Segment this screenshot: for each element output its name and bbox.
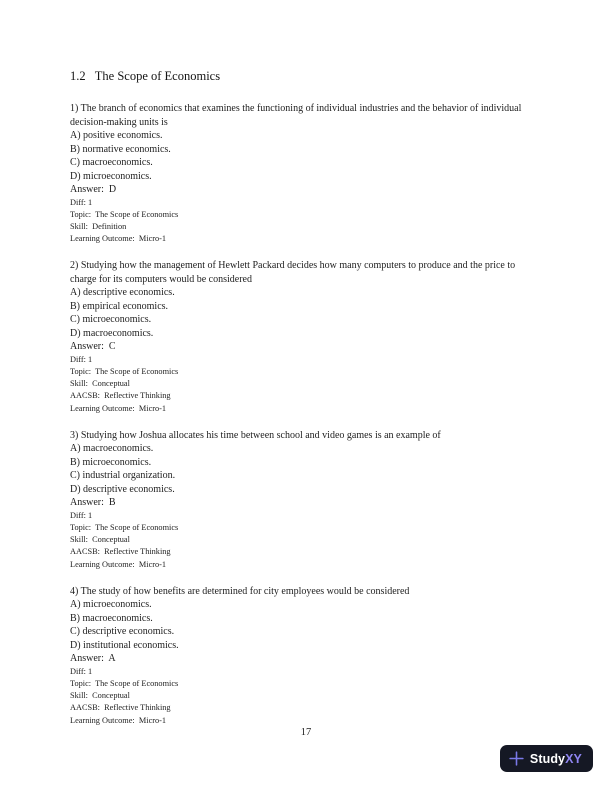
topic-line: Topic: The Scope of Economics: [70, 523, 179, 533]
question-block-1: [70, 102, 541, 245]
question-block-4: [70, 585, 541, 727]
question-stem: 3) Studying how Joshua allocates his time between school and video games is an example of: [70, 429, 441, 441]
logo-text: [530, 752, 582, 766]
answer-line: Answer: D: [70, 184, 117, 195]
answer-option-d: D) microeconomics.: [70, 170, 152, 182]
answer-option-a: A) descriptive economics.: [70, 287, 175, 299]
skill-line: Skill: Conceptual: [70, 691, 130, 701]
skill-line: Skill: Conceptual: [70, 535, 130, 545]
answer-line: Answer: C: [70, 341, 116, 353]
studyxy-logo-badge: [500, 745, 593, 772]
learning-outcome-line: Learning Outcome: Micro-1: [70, 559, 167, 569]
answer-option-c: C) macroeconomics.: [70, 157, 153, 168]
answer-option-a: A) microeconomics.: [70, 599, 152, 611]
diff-line: Diff: 1: [70, 510, 93, 520]
question-block-3: [70, 429, 541, 571]
answer-option-d: D) institutional economics.: [70, 639, 179, 651]
question-stem: 2) Studying how the management of Hewlett Packard decides how many computers to produce and the price to charge for its computers would be considered: [70, 260, 518, 285]
plus-icon: [509, 751, 524, 766]
topic-line: Topic: The Scope of Economics: [70, 209, 179, 219]
page-content: [70, 69, 541, 741]
answer-line: Answer: A: [70, 653, 116, 665]
aacsb-line: AACSB: Reflective Thinking: [70, 703, 171, 713]
answer-option-c: C) industrial organization.: [70, 470, 176, 482]
answer-option-b: B) microeconomics.: [70, 456, 152, 468]
logo-xy-label: XY: [565, 751, 582, 766]
topic-line: Topic: The Scope of Economics: [70, 679, 179, 689]
topic-line: Topic: The Scope of Economics: [70, 367, 179, 377]
answer-option-b: B) empirical economics.: [70, 300, 169, 312]
answer-option-d: D) descriptive economics.: [70, 483, 175, 495]
answer-option-a: A) positive economics.: [70, 130, 163, 141]
learning-outcome-line: Learning Outcome: Micro-1: [70, 234, 167, 244]
learning-outcome-line: Learning Outcome: Micro-1: [70, 403, 167, 413]
answer-option-b: B) normative economics.: [70, 143, 171, 155]
answer-option-b: B) macroeconomics.: [70, 612, 153, 624]
answer-line: Answer: B: [70, 497, 116, 509]
question-stem: 1) The branch of economics that examines the functioning of individual industries and the behavior of individual decision-making units is: [70, 103, 524, 128]
answer-option-d: D) macroeconomics.: [70, 327, 154, 339]
page-number: 17: [300, 727, 312, 738]
answer-option-a: A) macroeconomics.: [70, 443, 154, 455]
diff-line: Diff: 1: [70, 197, 93, 207]
diff-line: Diff: 1: [70, 354, 93, 364]
learning-outcome-line: Learning Outcome: Micro-1: [70, 715, 167, 725]
aacsb-line: AACSB: Reflective Thinking: [70, 391, 171, 401]
question-block-2: [70, 259, 541, 415]
skill-line: Skill: Conceptual: [70, 379, 130, 389]
logo-study-label: Study: [529, 751, 566, 766]
skill-line: Skill: Definition: [70, 221, 127, 231]
answer-option-c: C) descriptive economics.: [70, 626, 175, 638]
question-stem: 4) The study of how benefits are determined for city employees would be considered: [70, 585, 410, 597]
aacsb-line: AACSB: Reflective Thinking: [70, 547, 171, 557]
page-footer: [0, 727, 612, 738]
section-heading: 1.2 The Scope of Economics: [70, 69, 221, 83]
diff-line: Diff: 1: [70, 666, 93, 676]
answer-option-c: C) microeconomics.: [70, 314, 152, 326]
